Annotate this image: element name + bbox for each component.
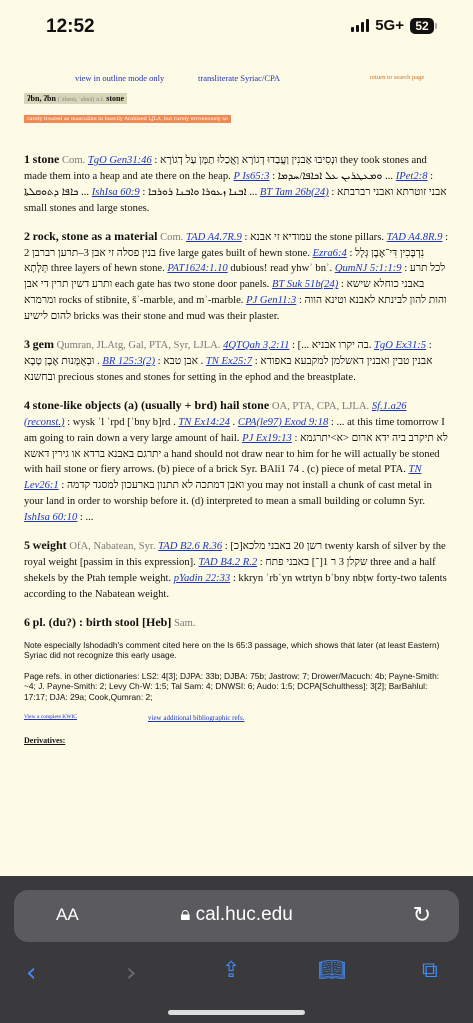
return-to-search-link[interactable]: return to search page bbox=[370, 74, 425, 81]
citation-text: : לא תיקרב ביה ידא ארום <א>יתרגמא יתרגם באבנא ברדא או גירין דאשא a hand should not draw near to him for he will actually be stoned with hail stone or fiery arrows. (b) piece of a brick Syr. BAli1 74 . (c) piece of metal PTA. bbox=[24, 432, 448, 476]
citation-text: : עמודיא זי אבנא the stone pillars. bbox=[241, 231, 387, 243]
sense-entry bbox=[24, 615, 449, 632]
citation-text: : וּנְסִיבוּ אַבנִין וַעֲבַדוּ דְגוֹרָא וַאֲכַלוּ תַמָּן עַל דְגוֹרָא they took stones and made them into a heap and ate there on the heap. bbox=[24, 155, 427, 182]
citation-link[interactable]: QumNJ 5:1:1:9 bbox=[334, 263, 402, 275]
citation-text: : wysk ʿl ʿrpd [ʾbny b]rd . bbox=[64, 416, 179, 428]
headword bbox=[24, 93, 127, 104]
biblio-link[interactable]: view additional bibliographic refs. bbox=[148, 714, 245, 723]
home-indicator bbox=[168, 1010, 305, 1015]
page-refs: Page refs. in other dictionaries: LS2: 4[3]; DJPA: 33b; DJBA: 75b; Jastrow: 7; Drower/Macuch: 4b; Payne-Smith: ~4; J. Payne-Smith: 2; Levy Ch-W: 1:5; Tal Sam: 4; DNWSI: 6; Audo: 1:5; DCPA[Schulthess]: 3[2]; BarBahlul: 17:17; DJA: 29a; Cook,Qumran: 2; bbox=[24, 670, 440, 702]
reload-icon[interactable]: ↻ bbox=[412, 902, 431, 927]
transliterate-link[interactable]: transliterate Syriac/CPA bbox=[198, 73, 281, 83]
sense-title: stone bbox=[32, 152, 60, 166]
citation-link[interactable]: BT Suk 51b(24) bbox=[271, 279, 339, 291]
citation-text: : אבן טבא . bbox=[155, 355, 206, 367]
headword-note: rarely treated as masculine in heavily Arabized LJLA, but rarely erroneously so bbox=[24, 115, 231, 123]
sense-dialects: Com. bbox=[160, 231, 184, 243]
sense-title: gem bbox=[32, 337, 54, 352]
status-indicators bbox=[351, 17, 437, 34]
browser-nav bbox=[0, 954, 473, 994]
sense-title: rock, stone as a material bbox=[32, 228, 158, 243]
citation-link[interactable]: 4QTQah 3,2:11 bbox=[223, 340, 290, 352]
sense-entry bbox=[24, 337, 449, 386]
sense-title: stone-like objects (a) (usually + brd) hail stone bbox=[32, 397, 270, 412]
citation-link[interactable]: Ezra6:4 bbox=[312, 247, 347, 259]
citation-text: : באבני כוחלא שישא ומרמרא rocks of stibnite, šʾ-marble, and mʾ-marble. bbox=[24, 279, 425, 307]
citation-text: : ܟܐܦܐ ܕܬܘܩܠܬܐ ... bbox=[24, 170, 434, 198]
lock-icon: 🔒︎ bbox=[180, 904, 191, 925]
top-links bbox=[24, 70, 449, 86]
citation-text: : וּבְאֻמָּנוּת אֶבֶן טָבָא . bbox=[24, 340, 432, 367]
url-field[interactable] bbox=[14, 904, 459, 926]
citation-text: : ואבן דמתכה לא תתנון בארעכון למסגד קדמה you may not install a chunk of cast metal in your land in order to worship before it. (d) interpreted to mean a small building or column Syr. bbox=[24, 480, 432, 508]
headword-gloss: stone bbox=[106, 94, 124, 103]
status-bar bbox=[0, 0, 473, 58]
headword-term: ʔbn, ʔbn bbox=[27, 94, 56, 103]
citation-text: : [כ]רשן 20 באבני מלכא twenty karsh of silver by the royal weight [passim in this expression]. bbox=[24, 541, 446, 568]
sense-number: 5 bbox=[24, 538, 30, 553]
citation-text: : ܘܡܥܛܪܝܢ ܥܠ ܐܟܐܦܐ/ܚܕܡܐ ... bbox=[269, 170, 396, 182]
citation-text: : והות להון לבינתא לאבנא וטינא הווה להום לישיע bricks was their stone and mud was their plaster. bbox=[24, 295, 447, 323]
browser-toolbar bbox=[0, 876, 473, 1023]
clock: 12:52 bbox=[46, 16, 95, 37]
battery-icon bbox=[410, 18, 437, 34]
sense-number: 6 bbox=[24, 614, 30, 629]
derivatives-heading: Derivatives: bbox=[24, 736, 66, 746]
signal-icon bbox=[351, 19, 369, 32]
outline-mode-link[interactable]: view in outline mode only bbox=[75, 73, 165, 83]
citation-link[interactable]: PJ Gen11:3 bbox=[246, 295, 297, 307]
ishodad-note: Note especially Ishodadh's comment cited here on the Is 65:3 passage, which shows that later (at least Eastern) Syriac did not recognize this early usage. bbox=[24, 639, 440, 661]
citation-link[interactable]: TgO Ex31:5 bbox=[374, 340, 427, 352]
tabs-icon[interactable]: ⧉ bbox=[422, 958, 438, 983]
sense-number: 2 bbox=[24, 228, 30, 243]
citation-text: : [... בה יקרו אבניא. bbox=[289, 340, 374, 352]
bookmarks-icon[interactable]: 📖︎ bbox=[318, 958, 346, 983]
citation-link[interactable]: TAD A4.8R.9 bbox=[386, 231, 443, 243]
citation-text: : לכל תרע ותרע דשין תרין די אבן each gate has two stone door panels. bbox=[24, 263, 446, 291]
sense-dialects: OA, PTA, CPA, LJLA. bbox=[271, 400, 370, 412]
sense-dialects: OfA, Nabatean, Syr. bbox=[69, 541, 156, 553]
citation-link[interactable]: IshIsa 60:9 bbox=[91, 186, 140, 198]
citation-link[interactable]: TN Ex14:24 bbox=[178, 416, 230, 428]
sense-number: 1 bbox=[24, 152, 30, 166]
sense-number: 3 bbox=[24, 337, 30, 352]
forward-icon[interactable]: › bbox=[126, 958, 137, 988]
citation-text: dubious! read yhwʾ bnʾ. bbox=[227, 263, 335, 275]
battery-level: 52 bbox=[410, 18, 434, 34]
citation-link[interactable]: pYadin 22:33 bbox=[173, 572, 231, 584]
citation-link[interactable]: IshIsa 60:10 bbox=[24, 512, 78, 524]
sense-entry bbox=[24, 152, 449, 217]
sense-entry bbox=[24, 538, 449, 603]
headword-alt: (ʾābenā, ʾabnā) bbox=[57, 97, 95, 103]
share-icon[interactable]: ⇪ bbox=[222, 958, 241, 983]
back-icon[interactable]: ‹ bbox=[26, 958, 37, 988]
sense-dialects: Qumran, JLAtg, Gal, PTA, Syr, LJLA. bbox=[56, 340, 221, 352]
sense-entry bbox=[24, 229, 449, 325]
citation-link[interactable]: TAD A4.7R.9 bbox=[186, 231, 242, 243]
sense-dialects: Sam. bbox=[174, 617, 196, 629]
senses-list bbox=[24, 152, 449, 632]
citation-text: : ... at this time tomorrow I am going to rain down a very large amount of hail. bbox=[24, 416, 445, 444]
sense-dialects: Com. bbox=[61, 155, 86, 166]
citation-link[interactable]: TgO Gen31:46 bbox=[87, 155, 152, 166]
citation-link[interactable]: CPA(le97) Exod 9:18 bbox=[237, 416, 329, 428]
sense-entry bbox=[24, 398, 449, 526]
bottom-links bbox=[24, 714, 449, 724]
citation-link[interactable]: BR 125:3(2) bbox=[102, 355, 156, 367]
citation-text: : אבנין טבין ואבנין דאשלמן למקבעא באפודא ובחשנא precious stones and stones for setting in the ephod and the breastplate. bbox=[24, 355, 433, 383]
sense-title: weight bbox=[32, 538, 67, 553]
url-text: cal.huc.edu bbox=[195, 904, 293, 925]
citation-text: : תרען רברבן 2‎–3 בנין פסלה זי אבן five large gates built of hewn stone. bbox=[24, 231, 449, 259]
citation-link[interactable]: TAD B4.2 R.2 bbox=[198, 556, 258, 568]
citation-link[interactable]: PJ Ex19:13 bbox=[242, 432, 292, 444]
citation-link[interactable]: P Is65:3 bbox=[233, 170, 270, 182]
citation-link[interactable]: TN Ex25:7 bbox=[205, 355, 253, 367]
address-bar[interactable] bbox=[14, 890, 459, 942]
sense-title: pl. (du?) : birth stool [Heb] bbox=[32, 614, 172, 629]
citation-text: : אבני זוטרתא ואבני רברבתא small stones and large stones. bbox=[24, 186, 447, 214]
citation-text: . bbox=[229, 416, 238, 428]
citation-link[interactable]: PAT1624:1.10 bbox=[167, 263, 228, 275]
citation-text: : ܐܒܢܐ ܙܥܘܪܐ ܘܐܒܢܐ ܪܘܪܒܐ ... bbox=[139, 186, 260, 198]
citation-link[interactable]: TAD B2.6 R.36 bbox=[158, 541, 223, 553]
citation-text: : kkryn ʿrbʿyn wtrtyn bʾbny nbṭw forty-two talents according to the Nabatean weight. bbox=[24, 572, 447, 600]
citation-link[interactable]: Sf.1.a26 (reconst.) bbox=[24, 400, 407, 428]
citation-link[interactable]: BT Tam 26b(24) bbox=[259, 186, 329, 198]
headword-pos: n.f. bbox=[96, 97, 105, 103]
citation-text: : נִדְבָּכִין דִּי־אֶבֶן גְּלָל תְּלָתָא three layers of hewn stone. bbox=[24, 247, 425, 275]
page-content bbox=[24, 70, 449, 745]
citation-link[interactable]: IPet2:8 bbox=[395, 170, 428, 182]
reader-settings-button[interactable]: AA bbox=[56, 905, 79, 924]
sense-number: 4 bbox=[24, 397, 30, 412]
network-label: 5G+ bbox=[375, 17, 404, 34]
citation-text: : ... bbox=[77, 512, 94, 524]
kwic-link[interactable]: View a complete KWIC bbox=[24, 714, 77, 721]
citation-link[interactable]: TN Lev26:1 bbox=[24, 464, 422, 492]
citation-text: : שקלן 3 ר 1[־] באבני פתח three and a half shekels by the Ptah temple weight. bbox=[24, 556, 436, 584]
